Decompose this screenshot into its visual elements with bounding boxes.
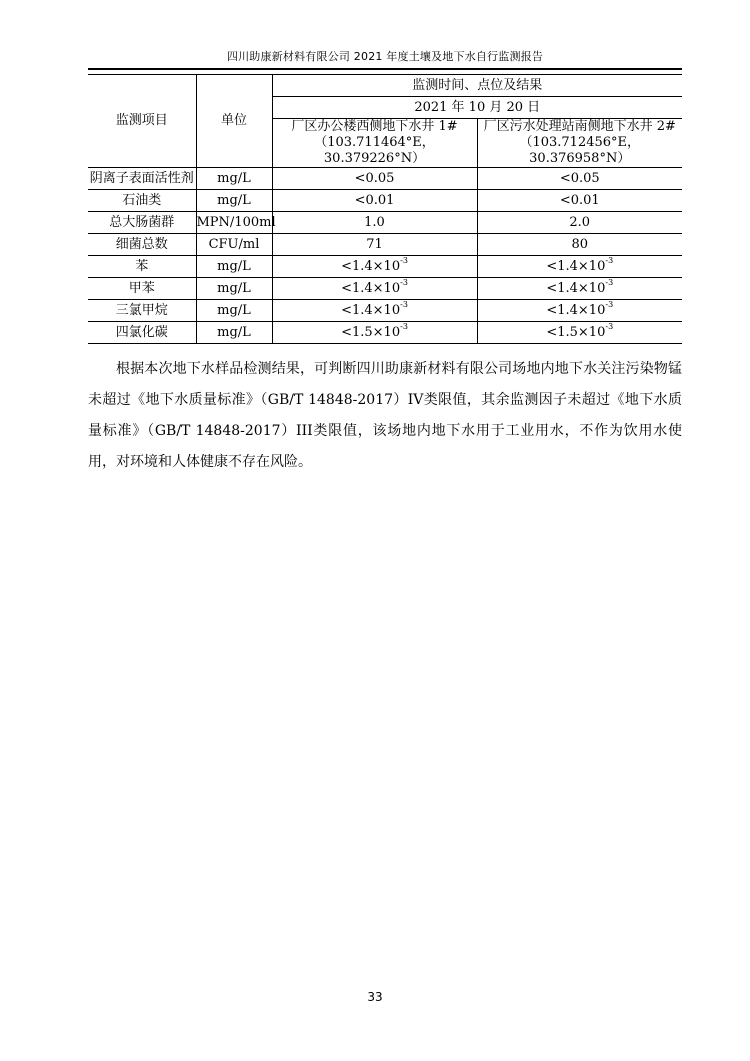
row-value-1 [272,278,477,300]
value-base: <1.5×10 [546,324,606,340]
row-unit: CFU/ml [196,234,272,256]
location-1-coords: （103.711464°E，30.379226°N） [314,135,435,166]
value-exponent: -3 [400,322,408,332]
row-value-2: 80 [477,234,682,256]
table-row [88,322,682,344]
value-exponent: -3 [605,322,614,332]
table-row [88,234,682,256]
row-item: 阴离子表面活性剂 [88,168,196,190]
value-exponent: -3 [400,300,408,310]
location-1-name: 厂区办公楼西侧地下水井 1# [291,119,458,134]
row-item: 四氯化碳 [88,322,196,344]
row-value-1 [272,256,477,278]
row-value-2 [477,322,682,344]
row-value-1 [272,322,477,344]
row-value-2 [477,256,682,278]
sampling-date: 2021 年 10 月 20 日 [272,97,682,119]
group-header: 监测时间、点位及结果 [272,75,682,97]
row-unit: mg/L [196,168,272,190]
col-header-item: 监测项目 [88,75,196,168]
row-value-2: <0.05 [477,168,682,190]
row-unit: MPN/100ml [196,212,272,234]
table-row [88,190,682,212]
row-value-1: 71 [272,234,477,256]
value-base: <1.4×10 [546,280,606,296]
row-value-1: <0.01 [272,190,477,212]
value-base: <1.4×10 [341,302,401,318]
row-item: 三氯甲烷 [88,300,196,322]
header-rule [88,68,682,70]
location-2-header [477,119,682,168]
col-header-unit: 单位 [196,75,272,168]
row-item: 总大肠菌群 [88,212,196,234]
table-row [88,278,682,300]
row-value-1 [272,300,477,322]
row-unit: mg/L [196,322,272,344]
value-exponent: -3 [605,278,614,288]
table-row [88,256,682,278]
row-unit: mg/L [196,300,272,322]
conclusion-paragraph: 根据本次地下水样品检测结果，可判断四川助康新材料有限公司场地内地下水关注污染物锰未超过《地下水质量标准》（GB/T 14848-2017）IV类限值，其余监测因子未超过《地下水质量标准》（GB/T 14848-2017）III类限值，该场地内地下水用于工业用水，不作为饮用水使用，对环境和人体健康不存在风险。 [88,361,682,470]
row-item: 苯 [88,256,196,278]
row-item: 细菌总数 [88,234,196,256]
value-base: <1.5×10 [341,324,401,340]
value-base: <1.4×10 [341,258,401,274]
row-value-2 [477,278,682,300]
table-row [88,212,682,234]
page-number: 33 [367,990,383,1004]
table-row [88,168,682,190]
monitoring-results-table [88,74,682,344]
value-base: <1.4×10 [546,258,606,274]
row-value-1: 1.0 [272,212,477,234]
value-exponent: -3 [400,278,408,288]
value-exponent: -3 [400,256,408,266]
location-2-name: 厂区污水处理站南侧地下水井 2# [483,119,676,134]
row-item: 甲苯 [88,278,196,300]
row-unit: mg/L [196,256,272,278]
value-base: <1.4×10 [546,302,606,318]
location-2-coords: （103.712456°E，30.376958°N） [519,135,641,166]
row-value-2 [477,300,682,322]
row-item: 石油类 [88,190,196,212]
value-exponent: -3 [605,300,614,310]
location-1-header [272,119,477,168]
page-header: 四川助康新材料有限公司 2021 年度土壤及地下水自行监测报告 [226,50,544,63]
row-unit: mg/L [196,190,272,212]
value-base: <1.4×10 [341,280,401,296]
row-value-1: <0.05 [272,168,477,190]
table-row [88,300,682,322]
value-exponent: -3 [605,256,614,266]
row-value-2: 2.0 [477,212,682,234]
row-unit: mg/L [196,278,272,300]
row-value-2: <0.01 [477,190,682,212]
